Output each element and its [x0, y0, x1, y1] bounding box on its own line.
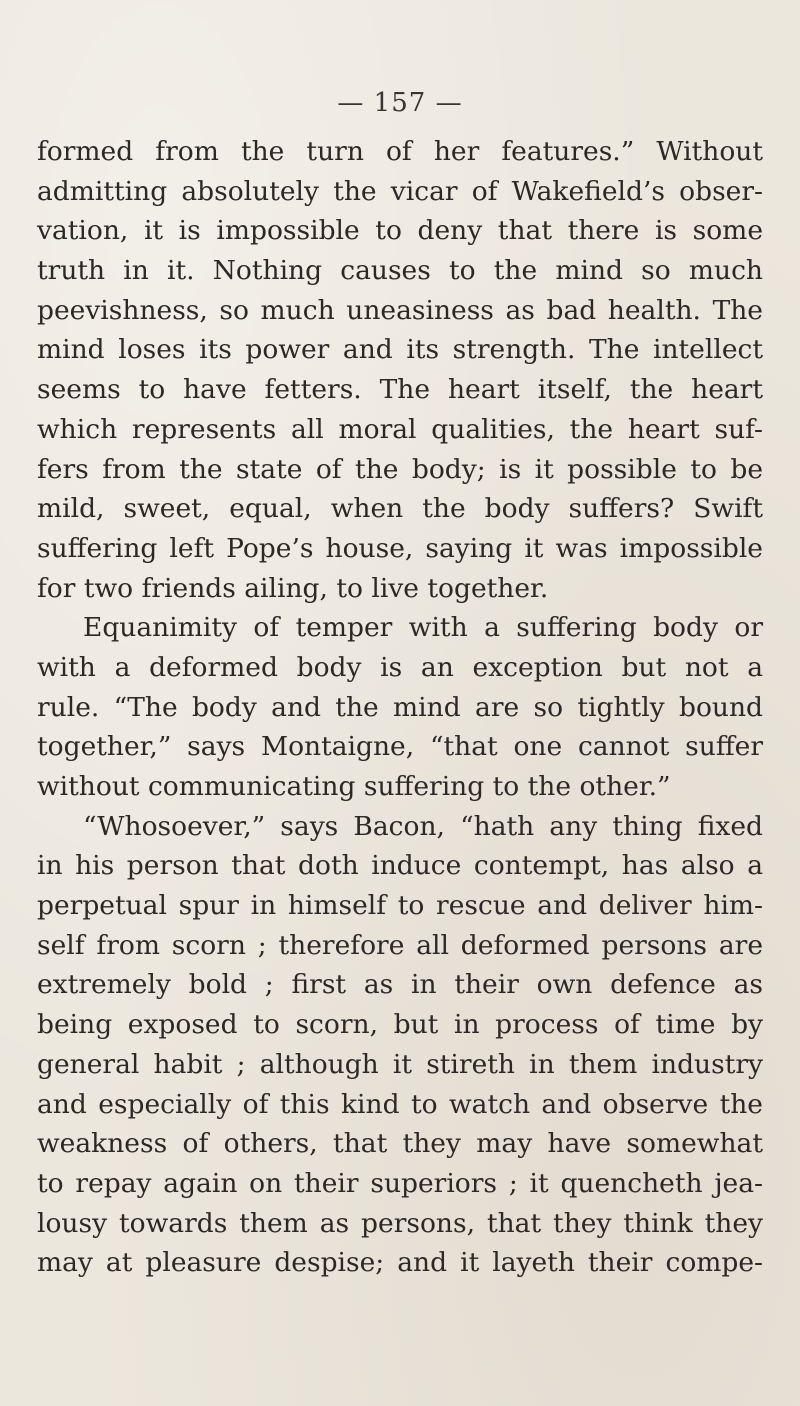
- text-line: being exposed to scorn, but in process of time by: [37, 1009, 763, 1041]
- text-line: Equanimity of temper with a suffering body or: [83, 612, 763, 644]
- text-line: seems to have fetters. The heart itself, the heart: [37, 374, 763, 406]
- text-line: truth in it. Nothing causes to the mind so much: [37, 255, 763, 287]
- page-number-header: — 157 —: [337, 88, 463, 118]
- text-line: fers from the state of the body; is it possible to be: [37, 453, 763, 485]
- text-line: perpetual spur in himself to rescue and deliver him-: [37, 890, 763, 922]
- text-line: with a deformed body is an exception but not a: [37, 651, 763, 683]
- body-text: [37, 132, 763, 1283]
- text-line: without communicating suffering to the other.”: [37, 771, 671, 802]
- text-line: for two friends ailing, to live together.: [37, 572, 549, 604]
- text-line: mind loses its power and its strength. The intellect: [37, 334, 763, 366]
- text-line: “Whosoever,” says Bacon, “hath any thing fixed: [83, 810, 763, 842]
- text-line: mild, sweet, equal, when the body suffers? Swift: [37, 493, 763, 525]
- text-line: and especially of this kind to watch and observe the: [37, 1088, 763, 1120]
- text-line: to repay again on their superiors ; it quencheth jea-: [37, 1167, 763, 1199]
- text-line: in his person that doth induce contempt, has also a: [37, 850, 763, 882]
- text-line: lousy towards them as persons, that they think they: [37, 1207, 763, 1239]
- text-line: self from scorn ; therefore all deformed persons are: [37, 929, 763, 961]
- text-line: formed from the turn of her features.” Without: [37, 136, 763, 167]
- text-line: rule. “The body and the mind are so tightly bound: [37, 691, 763, 723]
- text-line: admitting absolutely the vicar of Wakefield’s obser-: [37, 175, 763, 207]
- text-line: suffering left Pope’s house, saying it was impossible: [37, 532, 763, 564]
- text-line: peevishness, so much uneasiness as bad health. The: [37, 294, 763, 326]
- text-line: together,” says Montaigne, “that one cannot suffer: [37, 731, 763, 763]
- text-line: may at pleasure despise; and it layeth their compe-: [37, 1247, 763, 1279]
- text-line: weakness of others, that they may have somewhat: [37, 1128, 763, 1160]
- text-line: vation, it is impossible to deny that there is some: [37, 215, 763, 247]
- text-line: general habit ; although it stireth in them industry: [37, 1048, 763, 1080]
- text-line: which represents all moral qualities, the heart suf-: [37, 413, 763, 445]
- text-line: extremely bold ; first as in their own defence as: [37, 969, 763, 1001]
